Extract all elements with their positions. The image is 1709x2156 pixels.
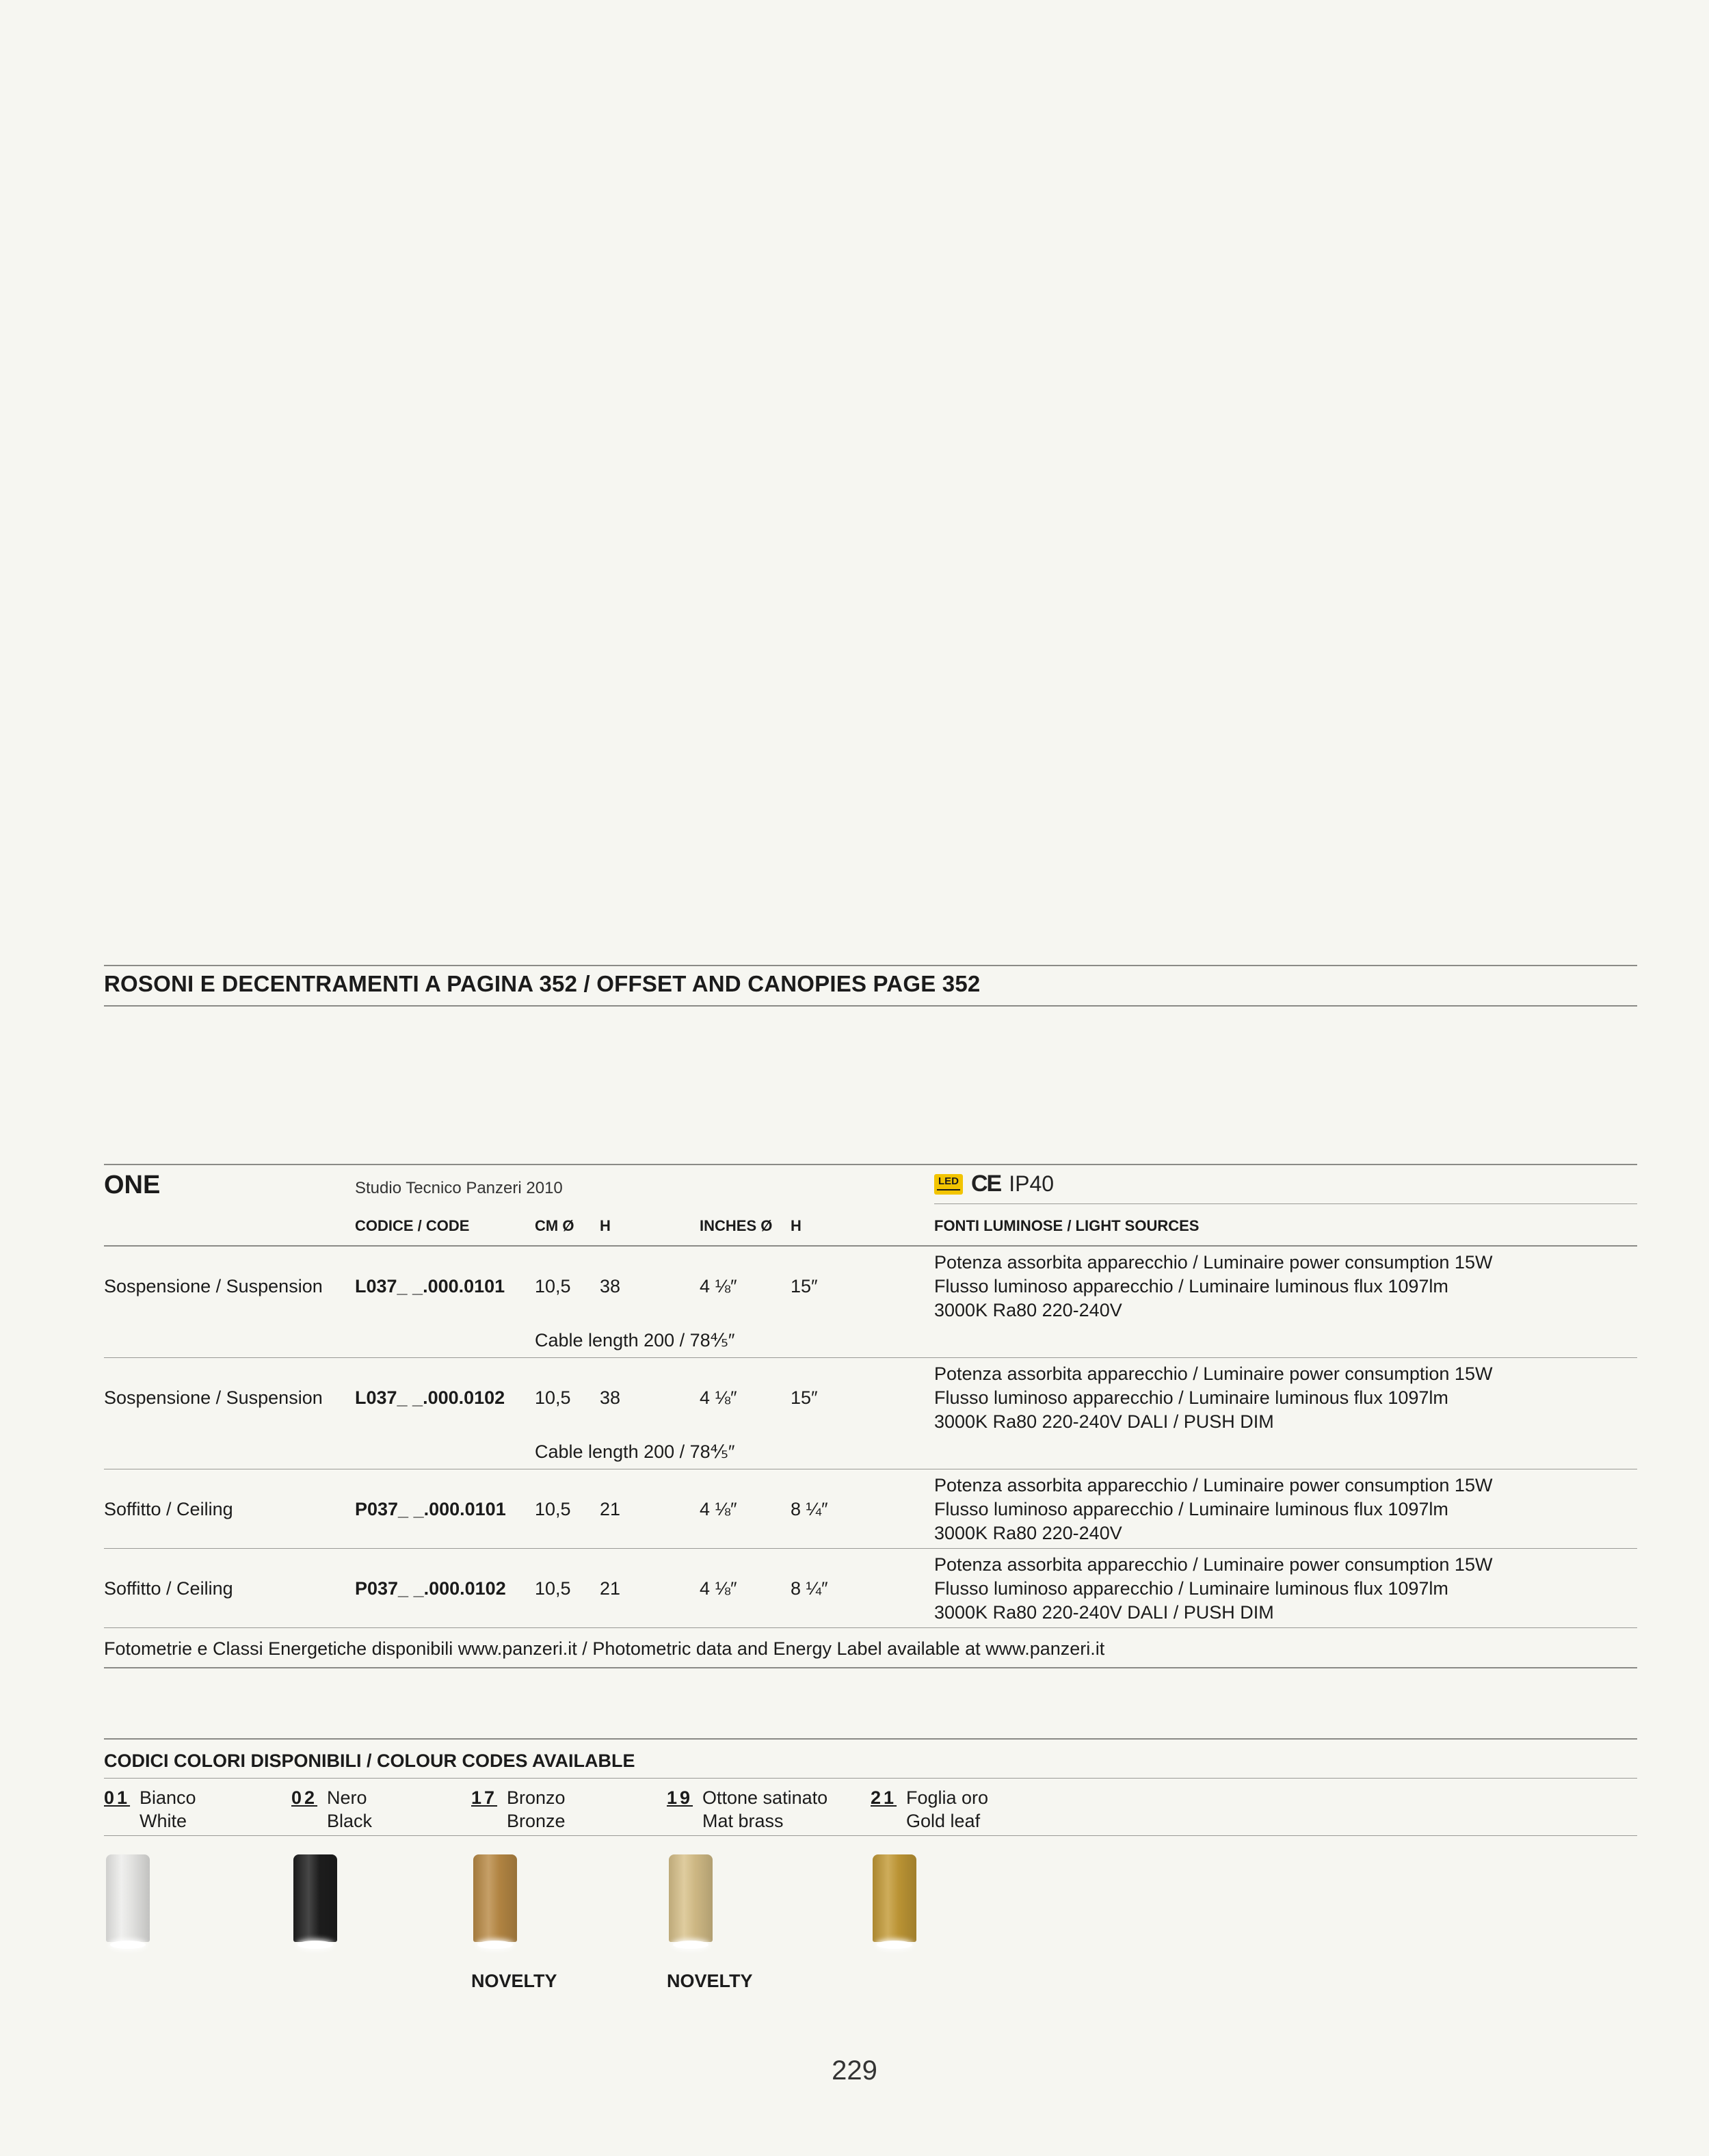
novelty-badge-bronze: NOVELTY bbox=[471, 1971, 557, 1991]
row-1-source-line: Potenza assorbita apparecchio / Luminaire power consumption 15W bbox=[934, 1252, 1493, 1273]
certifications bbox=[934, 1171, 1054, 1197]
row-divider bbox=[104, 1357, 1637, 1358]
rule-table-bottom bbox=[104, 1667, 1637, 1668]
row-3-in-diameter: 4 ⅛″ bbox=[700, 1499, 737, 1519]
led-icon bbox=[934, 1174, 963, 1195]
lamp-body bbox=[106, 1854, 150, 1942]
row-1-source-line: Flusso luminoso apparecchio / Luminaire luminous flux 1097lm bbox=[934, 1276, 1448, 1296]
led-label: LED bbox=[938, 1175, 959, 1187]
row-3-source-line: Potenza assorbita apparecchio / Luminaire power consumption 15W bbox=[934, 1475, 1493, 1495]
row-4-type: Soffitto / Ceiling bbox=[104, 1578, 233, 1599]
rule-section-bottom bbox=[104, 1005, 1637, 1007]
lamp-thumbnail-white bbox=[106, 1854, 150, 1949]
photometric-note: Fotometrie e Classi Energetiche disponibili www.panzeri.it / Photometric data and Energy Label available at www.panzeri.it bbox=[104, 1638, 1105, 1659]
row-3-type: Soffitto / Ceiling bbox=[104, 1499, 233, 1519]
lamp-body bbox=[669, 1854, 713, 1942]
row-1-source-line: 3000K Ra80 220-240V bbox=[934, 1300, 1122, 1320]
colours-title: CODICI COLORI DISPONIBILI / COLOUR CODES AVAILABLE bbox=[104, 1751, 635, 1771]
row-1-cable-length: Cable length 200 / 78⅘″ bbox=[535, 1330, 735, 1350]
row-2-source-line: Flusso luminoso apparecchio / Luminaire luminous flux 1097lm bbox=[934, 1387, 1448, 1408]
col-header-inches-diameter: INCHES Ø bbox=[700, 1217, 773, 1234]
row-4-source-line: Flusso luminoso apparecchio / Luminaire luminous flux 1097lm bbox=[934, 1578, 1448, 1599]
row-divider bbox=[104, 1627, 1637, 1628]
rule-cert-divider bbox=[934, 1203, 1637, 1204]
row-3-code: P037_ _.000.0101 bbox=[355, 1499, 506, 1519]
row-1-cm-diameter: 10,5 bbox=[535, 1276, 571, 1296]
lamp-light bbox=[477, 1941, 513, 1949]
colour-name-it: Bronzo bbox=[507, 1787, 566, 1808]
colour-code-number: 01 bbox=[104, 1787, 131, 1808]
row-3-cm-height: 21 bbox=[600, 1499, 621, 1519]
col-header-cm-height: H bbox=[600, 1217, 611, 1234]
colour-code-number: 02 bbox=[291, 1787, 318, 1808]
row-3-light-sources bbox=[934, 1474, 1492, 1545]
colour-name-en: White bbox=[140, 1811, 187, 1831]
lamp-body bbox=[473, 1854, 517, 1942]
row-2-source-line: 3000K Ra80 220-240V DALI / PUSH DIM bbox=[934, 1411, 1274, 1432]
colour-code-number: 17 bbox=[471, 1787, 498, 1808]
rule-product-top bbox=[104, 1164, 1637, 1165]
rule-top bbox=[104, 965, 1637, 966]
row-3-source-line: 3000K Ra80 220-240V bbox=[934, 1523, 1122, 1543]
row-4-in-diameter: 4 ⅛″ bbox=[700, 1578, 737, 1599]
rule-colours-top bbox=[104, 1738, 1637, 1740]
rule-header-bottom bbox=[104, 1245, 1637, 1247]
row-1-in-height: 15″ bbox=[791, 1276, 818, 1296]
row-1-type: Sospensione / Suspension bbox=[104, 1276, 323, 1296]
row-2-in-diameter: 4 ⅛″ bbox=[700, 1387, 737, 1408]
colour-name-it: Ottone satinato bbox=[702, 1787, 828, 1808]
ip-rating: IP40 bbox=[1009, 1171, 1055, 1196]
product-designer: Studio Tecnico Panzeri 2010 bbox=[355, 1179, 563, 1197]
row-4-cm-height: 21 bbox=[600, 1578, 621, 1599]
row-3-source-line: Flusso luminoso apparecchio / Luminaire luminous flux 1097lm bbox=[934, 1499, 1448, 1519]
page-number: 229 bbox=[832, 2055, 877, 2086]
row-4-light-sources bbox=[934, 1553, 1492, 1625]
lamp-thumbnail-mat-brass bbox=[669, 1854, 713, 1949]
colour-name-it: Bianco bbox=[140, 1787, 196, 1808]
lamp-light bbox=[110, 1941, 146, 1949]
row-4-code: P037_ _.000.0102 bbox=[355, 1578, 506, 1599]
row-2-in-height: 15″ bbox=[791, 1387, 818, 1408]
ce-mark-icon: CE bbox=[971, 1171, 1001, 1197]
row-1-light-sources bbox=[934, 1251, 1492, 1322]
col-header-inches-height: H bbox=[791, 1217, 801, 1234]
row-1-code: L037_ _.000.0101 bbox=[355, 1276, 505, 1296]
lamp-thumbnail-bronze bbox=[473, 1854, 517, 1949]
novelty-badge-mat-brass: NOVELTY bbox=[667, 1971, 753, 1991]
lamp-thumbnail-black bbox=[293, 1854, 337, 1949]
colour-name-en: Gold leaf bbox=[906, 1811, 981, 1831]
colour-name-it: Foglia oro bbox=[906, 1787, 989, 1808]
col-header-light-sources: FONTI LUMINOSE / LIGHT SOURCES bbox=[934, 1217, 1200, 1234]
row-1-cm-height: 38 bbox=[600, 1276, 621, 1296]
colour-name-it: Nero bbox=[327, 1787, 367, 1808]
lamp-thumbnail-gold-leaf bbox=[873, 1854, 916, 1949]
row-4-source-line: 3000K Ra80 220-240V DALI / PUSH DIM bbox=[934, 1602, 1274, 1623]
section-title: ROSONI E DECENTRAMENTI A PAGINA 352 / OFFSET AND CANOPIES PAGE 352 bbox=[104, 971, 981, 996]
lamp-body bbox=[873, 1854, 916, 1942]
row-2-cm-diameter: 10,5 bbox=[535, 1387, 571, 1408]
colour-name-en: Mat brass bbox=[702, 1811, 784, 1831]
lamp-body bbox=[293, 1854, 337, 1942]
row-4-in-height: 8 ¼″ bbox=[791, 1578, 828, 1599]
lamp-light bbox=[877, 1941, 912, 1949]
row-1-in-diameter: 4 ⅛″ bbox=[700, 1276, 737, 1296]
lamp-light bbox=[297, 1941, 333, 1949]
row-2-cable-length: Cable length 200 / 78⅘″ bbox=[535, 1441, 735, 1462]
rule-colours-header bbox=[104, 1778, 1637, 1779]
colour-name-en: Black bbox=[327, 1811, 373, 1831]
product-name: ONE bbox=[104, 1171, 161, 1199]
row-2-light-sources bbox=[934, 1362, 1492, 1434]
col-header-cm-diameter: CM Ø bbox=[535, 1217, 574, 1234]
lamp-light bbox=[673, 1941, 708, 1949]
row-2-type: Sospensione / Suspension bbox=[104, 1387, 323, 1408]
row-4-source-line: Potenza assorbita apparecchio / Luminaire power consumption 15W bbox=[934, 1554, 1493, 1575]
row-divider bbox=[104, 1548, 1637, 1549]
row-2-cm-height: 38 bbox=[600, 1387, 621, 1408]
col-header-code: CODICE / CODE bbox=[355, 1217, 470, 1234]
colour-code-number: 21 bbox=[871, 1787, 897, 1808]
row-2-code: L037_ _.000.0102 bbox=[355, 1387, 505, 1408]
rule-colours-bottom bbox=[104, 1835, 1637, 1836]
colour-code-number: 19 bbox=[667, 1787, 693, 1808]
row-3-in-height: 8 ¼″ bbox=[791, 1499, 828, 1519]
row-2-source-line: Potenza assorbita apparecchio / Luminaire power consumption 15W bbox=[934, 1363, 1493, 1384]
row-3-cm-diameter: 10,5 bbox=[535, 1499, 571, 1519]
row-4-cm-diameter: 10,5 bbox=[535, 1578, 571, 1599]
colour-name-en: Bronze bbox=[507, 1811, 566, 1831]
